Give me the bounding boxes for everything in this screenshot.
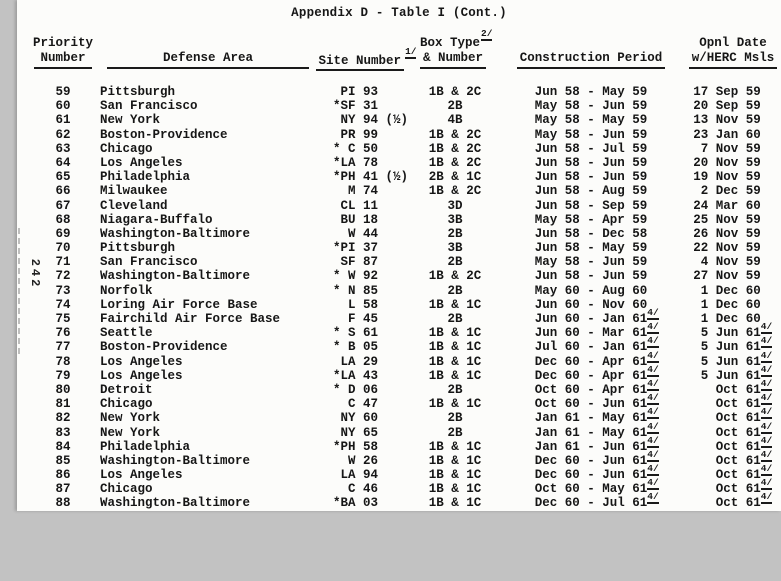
construction-period-cell: Dec 60 - Jun 61 4/	[534, 463, 659, 483]
footnote-ref-4: 4/	[647, 448, 659, 460]
footnote-ref-4: 4/	[647, 420, 659, 432]
construction-period-cell: May 58 - Jun 59	[534, 255, 648, 270]
defense-area-cell: Los Angeles	[100, 468, 183, 483]
box-type-cell: 2B	[447, 382, 463, 397]
construction-period-cell: Jun 58 - Jun 59	[534, 170, 648, 185]
defense-area-cell: Niagara-Buffalo	[100, 212, 213, 227]
opnl-date-cell: 26 Nov 59	[693, 226, 761, 241]
site-number-cell: CL 11	[333, 198, 379, 213]
site-number-cell: NY 60	[333, 411, 379, 426]
table-row	[29, 377, 781, 397]
site-number-cell: *SF 31	[333, 99, 379, 114]
footnote-ref-4: 4/	[760, 420, 773, 432]
defense-area-cell: Philadelphia	[100, 170, 191, 185]
priority-cell: 72	[55, 269, 71, 284]
table-row	[29, 269, 781, 283]
box-type-cell: 1B & 2C	[428, 269, 482, 284]
defense-area-cell: Cleveland	[100, 198, 168, 213]
defense-area-cell: Chicago	[100, 397, 153, 412]
site-number-cell: * D 06	[333, 382, 379, 397]
opnl-date-cell: 1 Dec 60	[693, 283, 761, 298]
col-priority-line1: Priority	[32, 36, 93, 50]
construction-period-cell: Jun 58 - Jul 59	[534, 141, 648, 156]
opnl-date-cell: 7 Nov 59	[693, 141, 761, 156]
footnote-ref-4: 4/	[760, 392, 773, 404]
construction-period-cell: Dec 60 - Apr 61 4/	[534, 363, 659, 383]
defense-area-cell: Philadelphia	[100, 439, 191, 454]
opnl-date-cell: Oct 61 4/	[693, 377, 773, 397]
construction-period-cell: Dec 60 - Jun 61 4/	[534, 448, 659, 468]
opnl-date-cell: 1 Dec 60	[693, 312, 761, 326]
priority-cell: 88	[55, 496, 71, 511]
table-row	[29, 307, 781, 326]
priority-cell: 86	[55, 468, 71, 483]
construction-period-cell: Jun 58 - Jun 59	[534, 269, 648, 284]
table-row	[29, 491, 781, 511]
footnote-ref-2: 2/	[481, 27, 493, 39]
site-number-cell: C 47	[333, 397, 379, 412]
opnl-date-cell: 5 Jun 61 4/	[693, 321, 773, 341]
construction-period-cell: Jun 60 - Nov 60	[534, 297, 648, 312]
opnl-date-cell: 5 Jun 61 4/	[693, 349, 773, 369]
defense-area-cell: Los Angeles	[100, 354, 183, 369]
construction-period-cell: Jun 58 - Dec 58	[534, 226, 648, 241]
defense-area-cell: San Francisco	[100, 99, 198, 114]
priority-cell: 85	[55, 453, 71, 468]
construction-period-cell: Jul 60 - Jan 61 4/	[534, 335, 659, 355]
priority-cell: 74	[55, 297, 71, 312]
col-box-type: Box Type$^{2/}$ & Number	[413, 28, 497, 69]
table-row	[29, 213, 781, 227]
opnl-date-cell: 20 Sep 59	[693, 99, 761, 114]
table-row	[29, 363, 781, 383]
priority-cell: 77	[55, 340, 71, 355]
site-number-cell: * B 05	[333, 340, 379, 355]
binding-edge-marks	[18, 228, 20, 354]
opnl-date-cell: 20 Nov 59	[693, 155, 761, 170]
priority-cell: 78	[55, 354, 71, 369]
site-number-cell: BU 18	[333, 212, 379, 227]
footnote-ref-4: 4/	[760, 477, 773, 489]
appendix-table	[29, 28, 781, 511]
defense-area-cell: Chicago	[100, 141, 153, 156]
site-number-cell: * N 85	[333, 283, 379, 298]
table-row	[29, 99, 781, 113]
priority-cell: 84	[55, 439, 71, 454]
col-priority-line2: Number	[34, 51, 92, 69]
table-row	[29, 298, 781, 312]
footnote-ref-4: 4/	[760, 321, 773, 333]
site-number-cell: NY 65	[333, 425, 379, 440]
defense-area-cell: New York	[100, 425, 161, 440]
table-row	[29, 349, 781, 369]
priority-cell: 69	[55, 226, 71, 241]
priority-cell: 66	[55, 184, 71, 199]
table-row	[29, 156, 781, 170]
site-number-cell: * C 50	[333, 141, 379, 156]
table-rows	[29, 85, 781, 511]
opnl-date-cell: 1 Dec 60	[693, 297, 761, 312]
opnl-date-cell: 27 Nov 59	[693, 269, 761, 284]
col-construction-period: Construction Period	[497, 28, 685, 69]
footnote-ref-1: 1/	[405, 45, 417, 57]
site-number-cell: LA 29	[333, 354, 379, 369]
site-number-cell: C 46	[333, 482, 379, 497]
box-type-cell: 2B	[447, 411, 463, 426]
box-type-cell: 1B & 2C	[428, 141, 482, 156]
footnote-ref-4: 4/	[760, 406, 773, 418]
table-row	[29, 227, 781, 241]
footnote-ref-4: 4/	[760, 363, 773, 375]
footnote-ref-4: 4/	[760, 349, 773, 361]
site-number-cell: F 45	[333, 312, 379, 326]
opnl-date-cell: Oct 61 4/	[693, 463, 773, 483]
construction-period-cell: May 60 - Aug 60	[534, 283, 648, 298]
opnl-date-cell: 25 Nov 59	[693, 212, 761, 227]
box-type-cell: 1B & 2C	[428, 155, 482, 170]
box-type-cell: 1B & 1C	[428, 482, 482, 497]
footnote-ref-4: 4/	[647, 363, 659, 375]
priority-cell: 70	[55, 241, 71, 256]
table-row	[29, 392, 781, 412]
priority-cell: 75	[55, 312, 71, 326]
box-type-cell: 3B	[447, 212, 463, 227]
construction-period-cell: May 58 - May 59	[534, 113, 648, 128]
priority-cell: 81	[55, 397, 71, 412]
box-type-cell: 1B & 1C	[428, 368, 482, 383]
construction-period-cell: Jan 61 - May 61 4/	[534, 420, 659, 440]
site-number-cell: * W 92	[333, 269, 379, 284]
opnl-date-cell: Oct 61 4/	[693, 392, 773, 412]
box-type-cell: 2B	[447, 99, 463, 114]
box-type-cell: 1B & 1C	[428, 354, 482, 369]
opnl-date-cell: Oct 61 4/	[693, 406, 773, 426]
defense-area-cell: Chicago	[100, 482, 153, 497]
box-type-cell: 1B & 1C	[428, 297, 482, 312]
col-site-number: Site Number$^{1/}$	[319, 28, 413, 69]
defense-area-cell: Seattle	[100, 326, 153, 341]
defense-area-cell: Los Angeles	[100, 368, 183, 383]
box-type-cell: 2B	[447, 283, 463, 298]
box-type-cell: 2B	[447, 255, 463, 270]
footnote-ref-4: 4/	[760, 463, 773, 475]
construction-period-cell: May 58 - Jun 59	[534, 99, 648, 114]
box-type-cell: 1B & 1C	[428, 453, 482, 468]
construction-period-cell: Jun 60 - Mar 61 4/	[534, 321, 659, 341]
table-row	[29, 448, 781, 468]
construction-period-cell: Jun 58 - Aug 59	[534, 184, 648, 199]
construction-period-cell: Jun 58 - Jun 59	[534, 155, 648, 170]
construction-period-cell: Dec 60 - Apr 61 4/	[534, 349, 659, 369]
box-type-cell: 2B	[447, 312, 463, 326]
site-number-cell: PI 93	[333, 85, 379, 99]
opnl-date-cell: 22 Nov 59	[693, 241, 761, 256]
opnl-date-cell: 17 Sep 59	[693, 85, 761, 99]
footnote-ref-4: 4/	[647, 392, 659, 404]
site-number-cell: W 44	[333, 226, 379, 241]
opnl-date-cell: Oct 61 4/	[693, 420, 773, 440]
footnote-ref-4: 4/	[647, 463, 659, 475]
priority-cell: 61	[55, 113, 71, 128]
box-type-cell: 1B & 2C	[428, 127, 482, 142]
footnote-ref-4: 4/	[647, 477, 659, 489]
defense-area-cell: Pittsburgh	[100, 85, 176, 99]
table-row	[29, 170, 781, 184]
site-number-cell: *BA 03	[333, 496, 379, 511]
box-type-cell: 1B & 1C	[428, 439, 482, 454]
box-type-cell: 1B & 2C	[428, 184, 482, 199]
footnote-ref-4: 4/	[760, 434, 773, 446]
site-number-cell: PR 99	[333, 127, 379, 142]
priority-cell: 63	[55, 141, 71, 156]
defense-area-cell: Detroit	[100, 382, 153, 397]
priority-cell: 59	[55, 85, 71, 99]
defense-area-cell: New York	[100, 113, 161, 128]
box-type-cell: 2B & 1C	[428, 170, 482, 185]
table-row	[29, 128, 781, 142]
opnl-date-cell: 5 Jun 61 4/	[693, 335, 773, 355]
table-row	[29, 335, 781, 355]
footnote-ref-4: 4/	[647, 434, 659, 446]
priority-cell: 71	[55, 255, 71, 270]
opnl-date-cell: Oct 61 4/	[693, 448, 773, 468]
construction-period-cell: Oct 60 - Apr 61 4/	[534, 377, 659, 397]
opnl-date-cell: 13 Nov 59	[693, 113, 761, 128]
table-row	[29, 284, 781, 298]
box-type-cell: 1B & 1C	[428, 496, 482, 511]
table-row	[29, 434, 781, 454]
box-type-cell: 1B & 1C	[428, 326, 482, 341]
defense-area-cell: Boston-Providence	[100, 340, 228, 355]
site-number-cell: SF 87	[333, 255, 379, 270]
table-row	[29, 321, 781, 341]
construction-period-cell: May 58 - Jun 59	[534, 127, 648, 142]
site-number-cell: *PH 58	[333, 439, 379, 454]
priority-cell: 67	[55, 198, 71, 213]
footnote-ref-4: 4/	[647, 321, 659, 333]
defense-area-cell: Boston-Providence	[100, 127, 228, 142]
table-row	[29, 184, 781, 198]
defense-area-cell: Washington-Baltimore	[100, 226, 251, 241]
table-row	[29, 406, 781, 426]
defense-area-cell: Fairchild Air Force Base	[100, 312, 281, 326]
opnl-date-cell: 23 Jan 60	[693, 127, 761, 142]
construction-period-cell: Jan 61 - Jun 61 4/	[534, 434, 659, 454]
box-type-cell: 3D	[447, 198, 463, 213]
col-priority-number	[29, 28, 97, 69]
priority-cell: 64	[55, 155, 71, 170]
construction-period-cell: Jun 58 - May 59	[534, 241, 648, 256]
table-header	[29, 28, 781, 69]
priority-cell: 73	[55, 283, 71, 298]
priority-cell: 68	[55, 212, 71, 227]
defense-area-cell: Washington-Baltimore	[100, 269, 251, 284]
priority-cell: 87	[55, 482, 71, 497]
footnote-ref-4: 4/	[760, 491, 773, 503]
footnote-ref-4: 4/	[647, 307, 659, 318]
box-type-cell: 1B & 2C	[428, 85, 482, 99]
footnote-ref-4: 4/	[647, 406, 659, 418]
site-number-cell: *LA 43	[333, 368, 379, 383]
site-number-cell: W 26	[333, 453, 379, 468]
col-opnl-date: Opnl Date w/HERC Msls	[685, 28, 781, 69]
construction-period-cell: Jun 60 - Jan 61 4/	[534, 307, 659, 326]
opnl-date-cell: Oct 61 4/	[693, 477, 773, 497]
opnl-date-cell: Oct 61 4/	[693, 434, 773, 454]
construction-period-cell: Jan 61 - May 61 4/	[534, 406, 659, 426]
defense-area-cell: Los Angeles	[100, 155, 183, 170]
table-row	[29, 463, 781, 483]
defense-area-cell: New York	[100, 411, 161, 426]
table-row	[29, 420, 781, 440]
priority-cell: 83	[55, 425, 71, 440]
defense-area-cell: Loring Air Force Base	[100, 297, 258, 312]
col-defense-area: Defense Area	[97, 28, 319, 69]
opnl-date-cell: 5 Jun 61 4/	[693, 363, 773, 383]
box-type-cell: 1B & 1C	[428, 468, 482, 483]
site-number-cell: * S 61	[333, 326, 379, 341]
box-type-cell: 1B & 1C	[428, 340, 482, 355]
box-type-cell: 1B & 1C	[428, 397, 482, 412]
opnl-date-cell: 2 Dec 59	[693, 184, 761, 199]
construction-period-cell: Jun 58 - Sep 59	[534, 198, 648, 213]
priority-cell: 79	[55, 368, 71, 383]
priority-cell: 62	[55, 127, 71, 142]
footnote-ref-4: 4/	[760, 448, 773, 460]
defense-area-cell: Milwaukee	[100, 184, 168, 199]
table-row	[29, 255, 781, 269]
table-row	[29, 241, 781, 255]
box-type-cell: 2B	[447, 425, 463, 440]
table-row	[29, 199, 781, 213]
priority-cell: 65	[55, 170, 71, 185]
priority-cell: 82	[55, 411, 71, 426]
site-number-cell: *LA 78	[333, 155, 379, 170]
defense-area-cell: Norfolk	[100, 283, 153, 298]
table-row	[29, 142, 781, 156]
table-row	[29, 113, 781, 127]
opnl-date-cell: 24 Mar 60	[693, 198, 761, 213]
footnote-ref-4: 4/	[647, 491, 659, 503]
document-page	[17, 0, 781, 511]
site-number-cell: *PI 37	[333, 241, 379, 256]
table-row	[29, 85, 781, 99]
site-number-cell: M 74	[333, 184, 379, 199]
site-number-cell: LA 94	[333, 468, 379, 483]
page-number: 242	[28, 258, 42, 290]
construction-period-cell: May 58 - Apr 59	[534, 212, 648, 227]
defense-area-cell: Washington-Baltimore	[100, 453, 251, 468]
construction-period-cell: Oct 60 - May 61 4/	[534, 477, 659, 497]
defense-area-cell: Pittsburgh	[100, 241, 176, 256]
opnl-date-cell: 19 Nov 59	[693, 170, 761, 185]
opnl-date-cell: 4 Nov 59	[693, 255, 761, 270]
defense-area-cell: San Francisco	[100, 255, 198, 270]
box-type-cell: 3B	[447, 241, 463, 256]
page-title: Appendix D - Table I (Cont.)	[291, 6, 507, 20]
site-number-cell: L 58	[333, 297, 379, 312]
defense-area-cell: Washington-Baltimore	[100, 496, 251, 511]
footnote-ref-4: 4/	[760, 335, 773, 347]
footnote-ref-4: 4/	[760, 377, 773, 389]
site-number-cell: NY 94 (½)	[333, 113, 409, 128]
construction-period-cell: Jun 58 - May 59	[534, 85, 648, 99]
footnote-ref-4: 4/	[647, 377, 659, 389]
site-number-cell: *PH 41 (½)	[333, 170, 409, 185]
construction-period-cell: Dec 60 - Jul 61 4/	[534, 491, 659, 511]
box-type-cell: 2B	[447, 226, 463, 241]
priority-cell: 76	[55, 326, 71, 341]
box-type-cell: 4B	[447, 113, 463, 128]
priority-cell: 60	[55, 99, 71, 114]
construction-period-cell: Oct 60 - Jun 61 4/	[534, 392, 659, 412]
footnote-ref-4: 4/	[647, 335, 659, 347]
opnl-date-cell: Oct 61 4/	[693, 491, 773, 511]
footnote-ref-4: 4/	[647, 349, 659, 361]
table-row	[29, 477, 781, 497]
priority-cell: 80	[55, 382, 71, 397]
